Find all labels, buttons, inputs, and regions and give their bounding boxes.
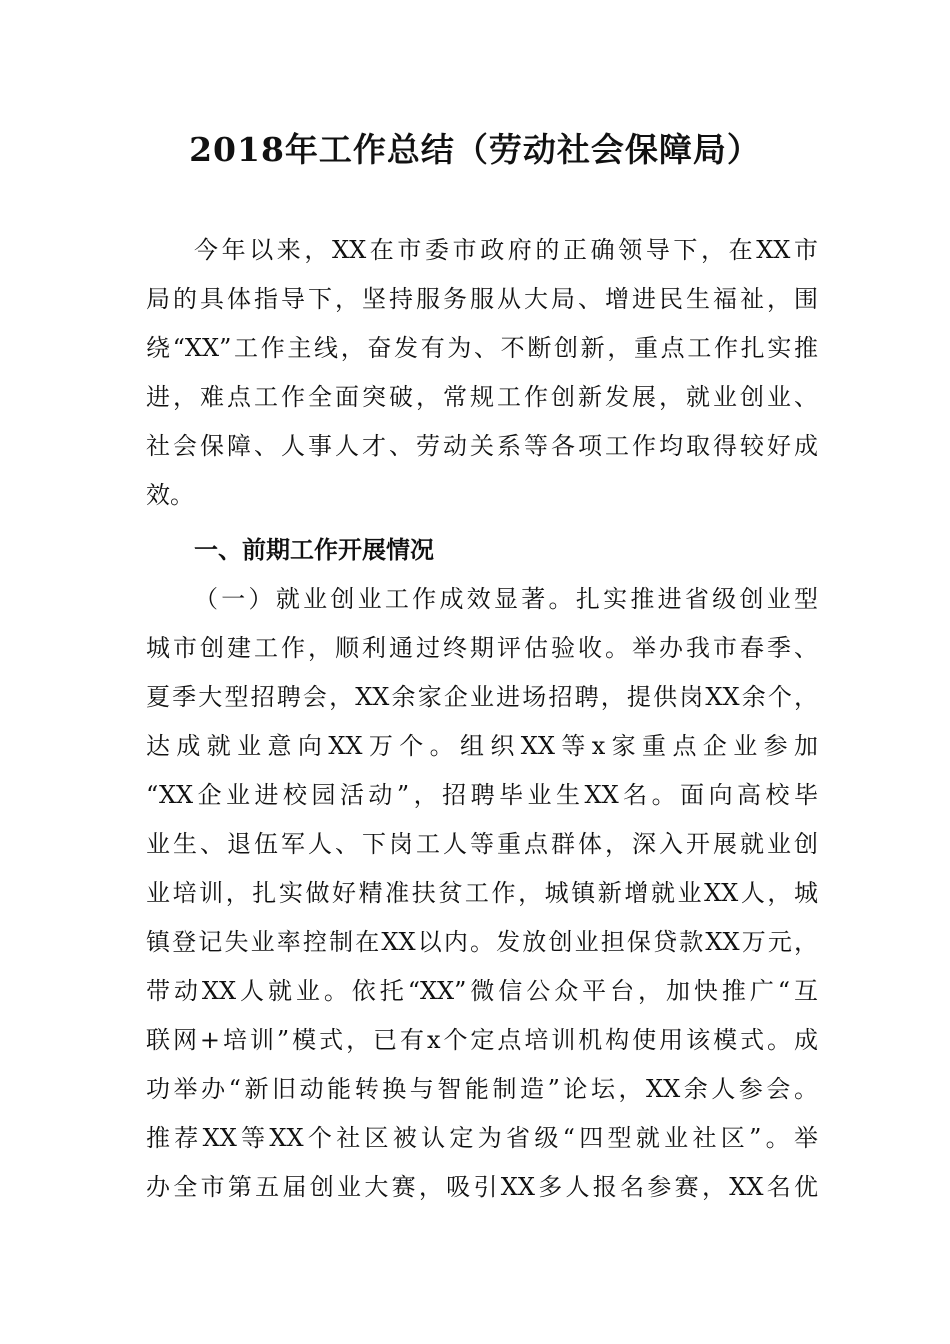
section-paragraph	[146, 575, 818, 1212]
intro-line: 绕“XX”工作主线，奋发有为、不断创新，重点工作扎实推	[146, 334, 818, 362]
intro-line: 效。	[146, 481, 194, 509]
section-line: （一）就业创业工作成效显著。扎实推进省级创业型	[194, 585, 818, 613]
section-line: 夏季大型招聘会，XX余家企业进场招聘，提供岗XX余个，	[146, 683, 818, 711]
document-title: 2018年工作总结（劳动社会保障局）	[189, 130, 761, 169]
intro-line: 今年以来，XX在市委市政府的正确领导下，在XX市	[194, 236, 818, 264]
section-line: 业生、退伍军人、下岗工人等重点群体，深入开展就业创	[146, 830, 818, 858]
section-line: 业培训，扎实做好精准扶贫工作，城镇新增就业XX人，城	[146, 879, 818, 907]
section-line: 达成就业意向XX万个。组织XX等x家重点企业参加	[146, 732, 818, 760]
section-line: 镇登记失业率控制在XX以内。发放创业担保贷款XX万元，	[146, 928, 818, 956]
intro-line: 社会保障、人事人才、劳动关系等各项工作均取得较好成	[146, 432, 818, 460]
section-line: 功举办“新旧动能转换与智能制造”论坛，XX余人参会。	[146, 1075, 818, 1103]
section-line: 带动XX人就业。依托“XX”微信公众平台，加快推广“互	[146, 977, 818, 1005]
section-line: “XX企业进校园活动”，招聘毕业生XX名。面向高校毕	[146, 781, 818, 809]
section-line: 联网+培训”模式，已有x个定点培训机构使用该模式。成	[146, 1026, 818, 1054]
section-line: 办全市第五届创业大赛，吸引XX多人报名参赛，XX名优	[146, 1173, 818, 1201]
section-line: 城市创建工作，顺利通过终期评估验收。举办我市春季、	[146, 634, 818, 662]
section-line: 推荐XX等XX个社区被认定为省级“四型就业社区”。举	[146, 1124, 818, 1152]
intro-paragraph	[146, 226, 818, 520]
section-heading: 一、前期工作开展情况	[194, 536, 434, 564]
intro-line: 局的具体指导下，坚持服务服从大局、增进民生福祉，围	[146, 285, 818, 313]
intro-line: 进，难点工作全面突破，常规工作创新发展，就业创业、	[146, 383, 818, 411]
